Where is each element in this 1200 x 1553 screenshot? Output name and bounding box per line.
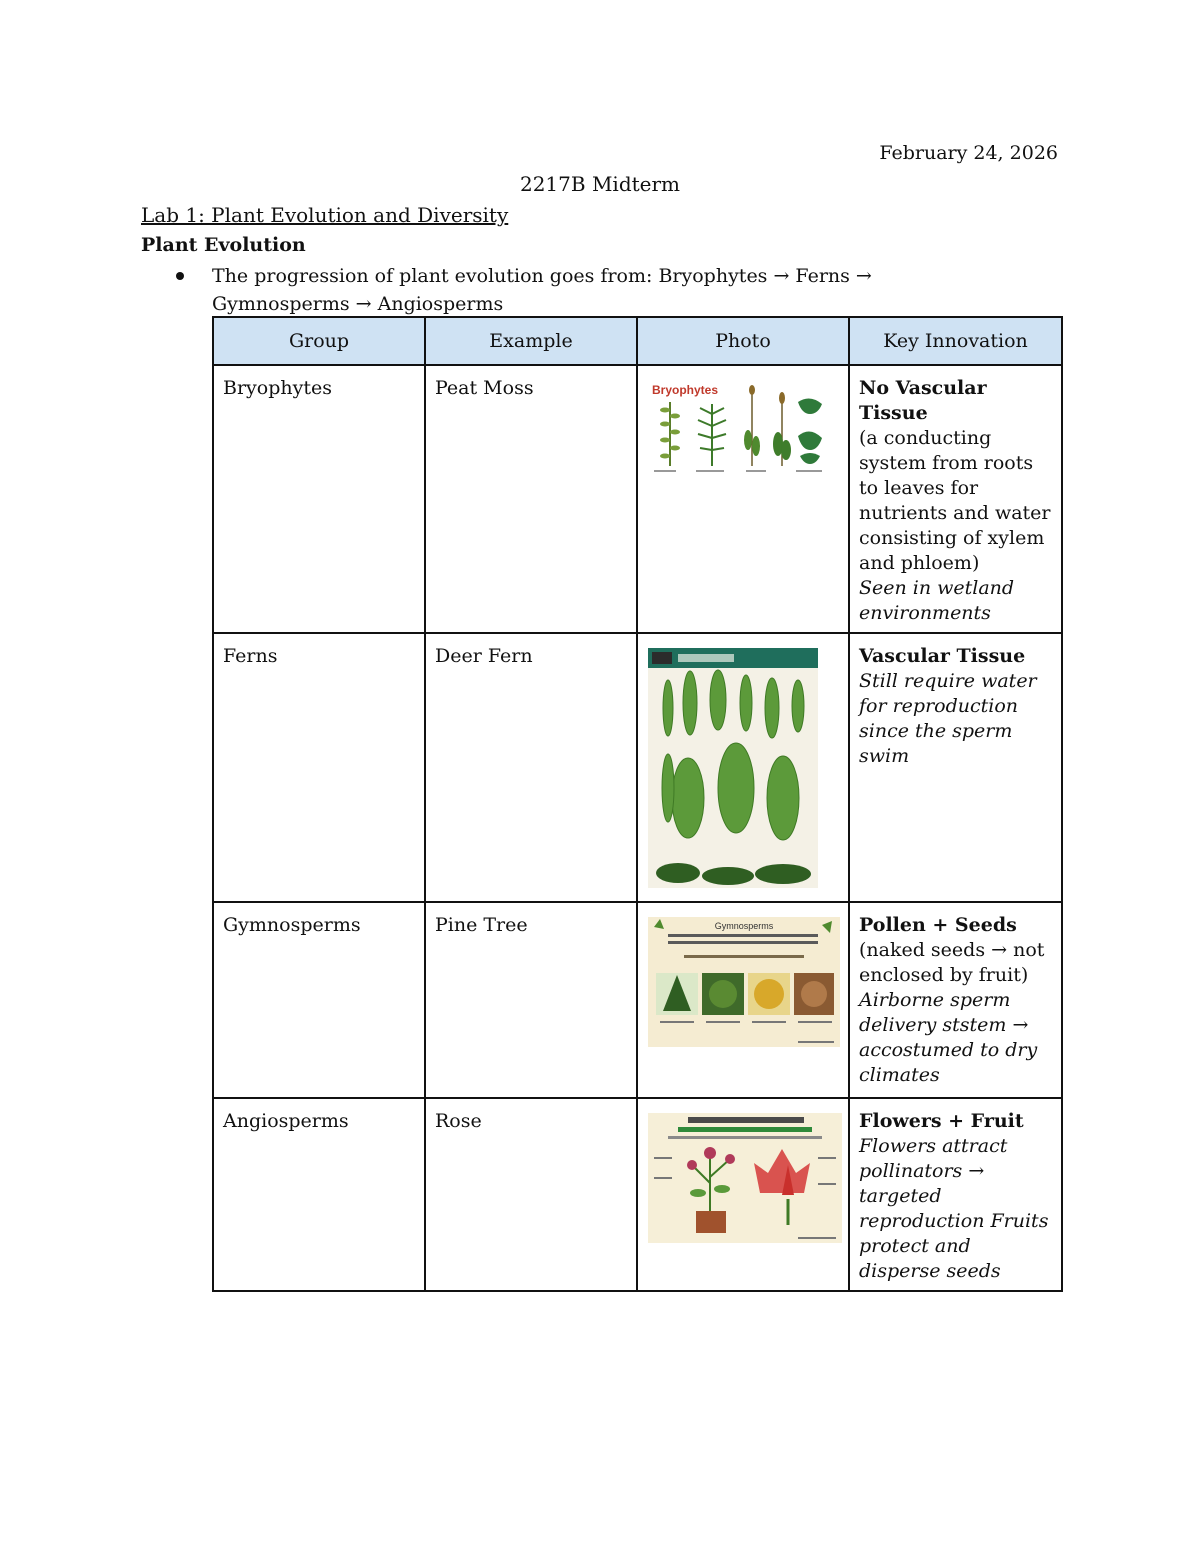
bullet-icon — [176, 272, 184, 280]
photo-label: Gymnosperms — [714, 921, 774, 931]
group-cell: Bryophytes — [213, 365, 425, 633]
table-header-row — [213, 317, 1062, 365]
table-row — [213, 365, 1062, 633]
example-cell: Pine Tree — [425, 902, 637, 1098]
bullet-text: The progression of plant evolution goes from: Bryophytes → Ferns → Gymnosperms → Angiosperms — [212, 265, 872, 315]
column-header-example: Example — [425, 317, 637, 365]
innovation-text: (naked seeds → not enclosed by fruit) — [859, 939, 1045, 986]
innovation-title: Vascular Tissue — [859, 645, 1026, 667]
innovation-title: Flowers + Fruit — [859, 1110, 1024, 1132]
photo-cell — [637, 365, 849, 633]
column-header-photo: Photo — [637, 317, 849, 365]
section-heading: Plant Evolution — [141, 234, 306, 256]
innovation-note: Seen in wetland environments — [859, 577, 1015, 624]
document-date: February 24, 2026 — [879, 142, 1058, 164]
key-innovation-cell — [849, 902, 1062, 1098]
table-row — [213, 902, 1062, 1098]
example-cell: Deer Fern — [425, 633, 637, 902]
key-innovation-cell — [849, 633, 1062, 902]
example-cell: Rose — [425, 1098, 637, 1291]
photo-cell — [637, 902, 849, 1098]
photo-cell — [637, 1098, 849, 1291]
group-cell: Angiosperms — [213, 1098, 425, 1291]
column-header-key-innovation: Key Innovation — [849, 317, 1062, 365]
bryophytes-photo — [648, 380, 828, 478]
example-cell: Peat Moss — [425, 365, 637, 633]
innovation-title: Pollen + Seeds — [859, 914, 1017, 936]
innovation-note: Still require water for reproduction since the sperm swim — [859, 670, 1037, 767]
plant-evolution-table — [212, 316, 1063, 1292]
key-innovation-cell — [849, 1098, 1062, 1291]
key-innovation-cell — [849, 365, 1062, 633]
photo-cell — [637, 633, 849, 902]
document-title: 2217B Midterm — [519, 172, 681, 196]
innovation-note: Flowers attract pollinators → targeted reproduction Fruits protect and disperse seeds — [859, 1135, 1049, 1282]
innovation-title: No Vascular Tissue — [859, 377, 987, 424]
photo-label: Bryophytes — [652, 383, 719, 397]
column-header-group: Group — [213, 317, 425, 365]
gymnosperms-photo — [648, 917, 840, 1047]
table-row — [213, 633, 1062, 902]
table-row — [213, 1098, 1062, 1291]
ferns-photo — [648, 648, 818, 888]
group-cell: Ferns — [213, 633, 425, 902]
innovation-text: (a conducting system from roots to leaves for nutrients and water consisting of xylem and phloem) — [859, 427, 1051, 574]
lab-heading: Lab 1: Plant Evolution and Diversity — [141, 203, 509, 227]
innovation-note: Airborne sperm delivery ststem → accostumed to dry climates — [859, 989, 1038, 1086]
angiosperms-photo — [648, 1113, 842, 1243]
group-cell: Gymnosperms — [213, 902, 425, 1098]
